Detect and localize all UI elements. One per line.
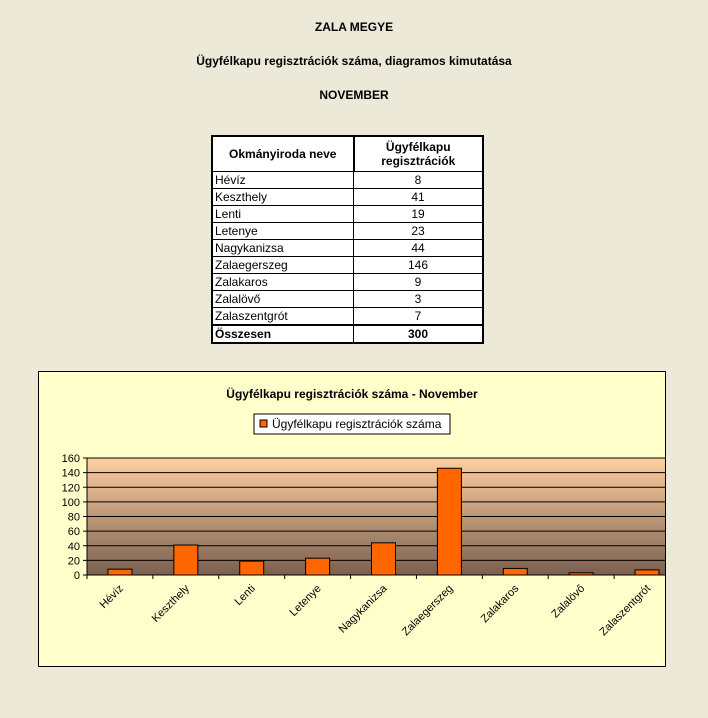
column-header-registrations: Ügyfélkapu regisztrációk — [354, 136, 484, 172]
office-name-cell: Hévíz — [212, 172, 354, 189]
month-label: NOVEMBER — [319, 88, 389, 102]
registration-count-cell: 41 — [354, 189, 484, 206]
bar — [240, 561, 264, 575]
x-tick-label: Zalaegerszeg — [399, 582, 456, 639]
registration-count-cell: 19 — [354, 206, 484, 223]
x-tick-label: Hévíz — [97, 582, 127, 612]
bar — [437, 468, 461, 575]
office-name-cell: Zalaszentgrót — [212, 308, 354, 326]
office-name-cell: Zalakaros — [212, 274, 354, 291]
office-name-cell: Összesen — [212, 325, 354, 343]
chart-title: Ügyfélkapu regisztrációk száma - November — [226, 387, 478, 401]
table-row — [212, 291, 483, 308]
registration-count-cell: 44 — [354, 240, 484, 257]
y-tick-label: 0 — [73, 570, 80, 582]
registration-count-cell: 9 — [354, 274, 484, 291]
office-name-cell: Keszthely — [212, 189, 354, 206]
legend-label: Ügyfélkapu regisztrációk száma — [272, 417, 442, 431]
y-tick-label: 60 — [67, 526, 80, 539]
x-tick-label: Nagykanizsa — [336, 582, 390, 636]
registration-table — [211, 135, 484, 344]
x-tick-label: Letenye — [287, 582, 324, 619]
bar — [503, 568, 527, 575]
office-name-cell: Lenti — [212, 206, 354, 223]
bar — [108, 569, 132, 575]
x-tick-label: Zalakaros — [478, 582, 522, 626]
table-row — [212, 308, 483, 326]
registration-count-cell: 23 — [354, 223, 484, 240]
table-total-row — [212, 325, 483, 343]
office-name-cell: Nagykanizsa — [212, 240, 354, 257]
chart-area — [38, 371, 666, 667]
bar — [635, 570, 659, 575]
x-tick-label: Lenti — [232, 582, 258, 608]
x-tick-label: Keszthely — [149, 582, 192, 625]
y-tick-label: 120 — [61, 482, 80, 495]
x-tick-label: Zalaszentgrót — [597, 582, 654, 639]
x-tick-label: Zalalövő — [549, 582, 588, 621]
y-tick-label: 20 — [67, 555, 80, 568]
registration-count-cell: 146 — [354, 257, 484, 274]
bar — [372, 543, 396, 575]
table-row — [212, 240, 483, 257]
registration-count-cell: 300 — [354, 325, 484, 343]
table-body — [212, 172, 483, 344]
office-name-cell: Zalaegerszeg — [212, 257, 354, 274]
table-row — [212, 206, 483, 223]
table-row — [212, 189, 483, 206]
table-row — [212, 172, 483, 189]
table-row — [212, 274, 483, 291]
legend-swatch — [260, 420, 267, 427]
y-tick-label: 40 — [67, 540, 80, 553]
table-row — [212, 223, 483, 240]
table-row — [212, 257, 483, 274]
bar-chart — [39, 372, 665, 666]
bar — [306, 558, 330, 575]
registration-count-cell: 3 — [354, 291, 484, 308]
y-tick-label: 100 — [61, 496, 80, 509]
office-name-cell: Zalalövő — [212, 291, 354, 308]
y-tick-label: 140 — [61, 467, 80, 480]
page-subtitle: Ügyfélkapu regisztrációk száma, diagramos kimutatása — [196, 54, 512, 68]
column-header-office: Okmányiroda neve — [212, 136, 354, 172]
registration-count-cell: 8 — [354, 172, 484, 189]
y-tick-label: 80 — [67, 511, 80, 524]
page-title: ZALA MEGYE — [314, 20, 394, 34]
bar — [569, 573, 593, 575]
y-tick-label: 160 — [61, 453, 80, 465]
table-header-row — [212, 136, 483, 172]
bar — [174, 545, 198, 575]
registration-count-cell: 7 — [354, 308, 484, 326]
office-name-cell: Letenye — [212, 223, 354, 240]
